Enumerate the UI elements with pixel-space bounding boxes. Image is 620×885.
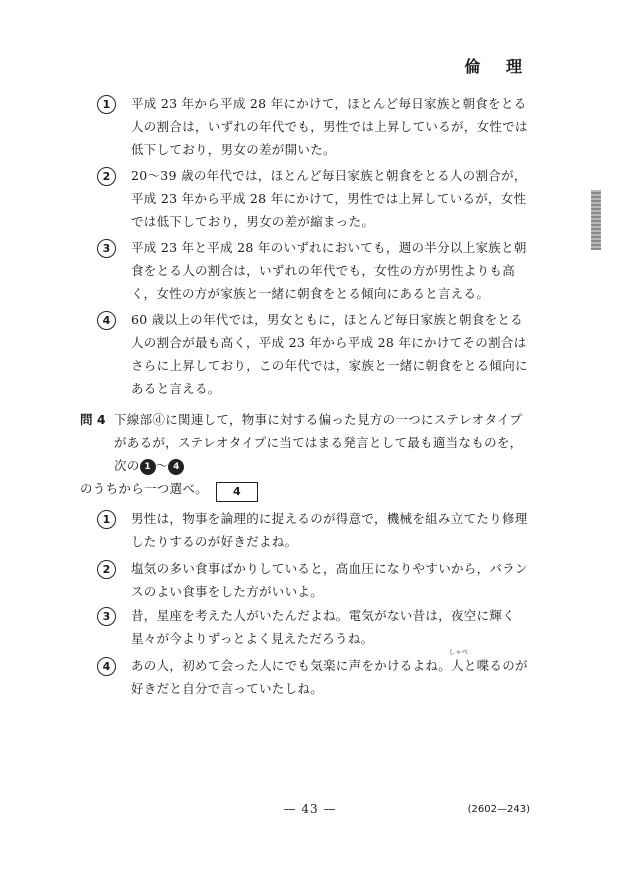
choice-number-1-icon: 1 bbox=[97, 95, 116, 114]
question-text-1: 下線部 bbox=[114, 412, 153, 427]
side-index-tab bbox=[591, 190, 601, 250]
prev-choice-text: 20～39 歳の年代では，ほとんど毎日家族と朝食をとる人の割合が，平成 23 年から平成 28 年にかけて，男性では上昇しているが，女性では低下しており，男女の差が縮まった。 bbox=[131, 168, 527, 229]
answer-box[interactable]: 4 bbox=[216, 482, 258, 502]
choice-number-3-icon: 3 bbox=[97, 239, 116, 258]
choice-number-4-icon: 4 bbox=[97, 311, 116, 330]
prev-choice-1[interactable] bbox=[97, 95, 535, 164]
choice-text: あの人，初めて会った人にでも気楽に声をかけるよね。人と喋るのが好きだと自分で言っていたしね。 bbox=[131, 658, 528, 696]
choice-2[interactable] bbox=[97, 560, 535, 606]
ruby-reading: しゃべ bbox=[449, 649, 469, 656]
choice-number-3-icon: 3 bbox=[97, 607, 116, 626]
choice-text: 昔，星座を考えた人がいたんだよね。電気がない昔は，夜空に輝く星々が今よりずっとよく見えただろうね。 bbox=[131, 608, 516, 646]
question-text-2: に関連して，物事に対する偏った見方の一つにステレオタイプがあるが，ステレオタイプに当てはまる発言として最も適当なものを，次の bbox=[114, 412, 523, 473]
question-label: 問 4 bbox=[80, 412, 106, 427]
range-start-icon: 1 bbox=[140, 459, 156, 475]
page-number: — 43 — bbox=[283, 802, 337, 816]
underline-mark: ⓓ bbox=[152, 412, 166, 427]
subject-title: 倫 理 bbox=[464, 57, 532, 76]
range-separator: ～ bbox=[155, 458, 169, 473]
range-end-icon: 4 bbox=[168, 459, 184, 475]
choice-text: 男性は，物事を論理的に捉えるのが得意で，機械を組み立てたり修理したりするのが好きだよね。 bbox=[131, 511, 528, 549]
choice-text: 塩気の多い食事ばかりしていると，高血圧になりやすいから，バランスのよい食事をした方がいいよ。 bbox=[131, 561, 528, 599]
choice-number-2-icon: 2 bbox=[97, 560, 116, 579]
prev-choice-text: 60 歳以上の年代では，男女ともに，ほとんど毎日家族と朝食をとる人の割合が最も高く，平成 23 年から平成 28 年にかけてその割合はさらに上昇しており，この年代では，家族と一緒に朝食をとる傾向にあると言える。 bbox=[131, 312, 528, 396]
prev-choice-2[interactable] bbox=[97, 167, 535, 236]
prev-choice-text: 平成 23 年と平成 28 年のいずれにおいても，週の半分以上家族と朝食をとる人の割合は，いずれの年代でも，女性の方が男性よりも高く，女性の方が家族と一緒に朝食をとる傾向にあると言える。 bbox=[131, 240, 527, 301]
prev-choice-text: 平成 23 年から平成 28 年にかけて，ほとんど毎日家族と朝食をとる人の割合は，いずれの年代でも，男性では上昇しているが，女性では低下しており，男女の差が開いた。 bbox=[131, 96, 528, 157]
choice-3[interactable] bbox=[97, 607, 535, 653]
prev-choice-4[interactable] bbox=[97, 311, 535, 403]
choice-4[interactable] bbox=[97, 657, 535, 703]
choice-1[interactable] bbox=[97, 510, 535, 556]
exam-code: (2602—243) bbox=[467, 804, 530, 815]
choice-number-2-icon: 2 bbox=[97, 167, 116, 186]
choice-number-1-icon: 1 bbox=[97, 510, 116, 529]
prev-choice-3[interactable] bbox=[97, 239, 535, 308]
question-text-3: のうちから一つ選べ。 bbox=[80, 481, 209, 496]
choice-number-4-icon: 4 bbox=[97, 657, 116, 676]
